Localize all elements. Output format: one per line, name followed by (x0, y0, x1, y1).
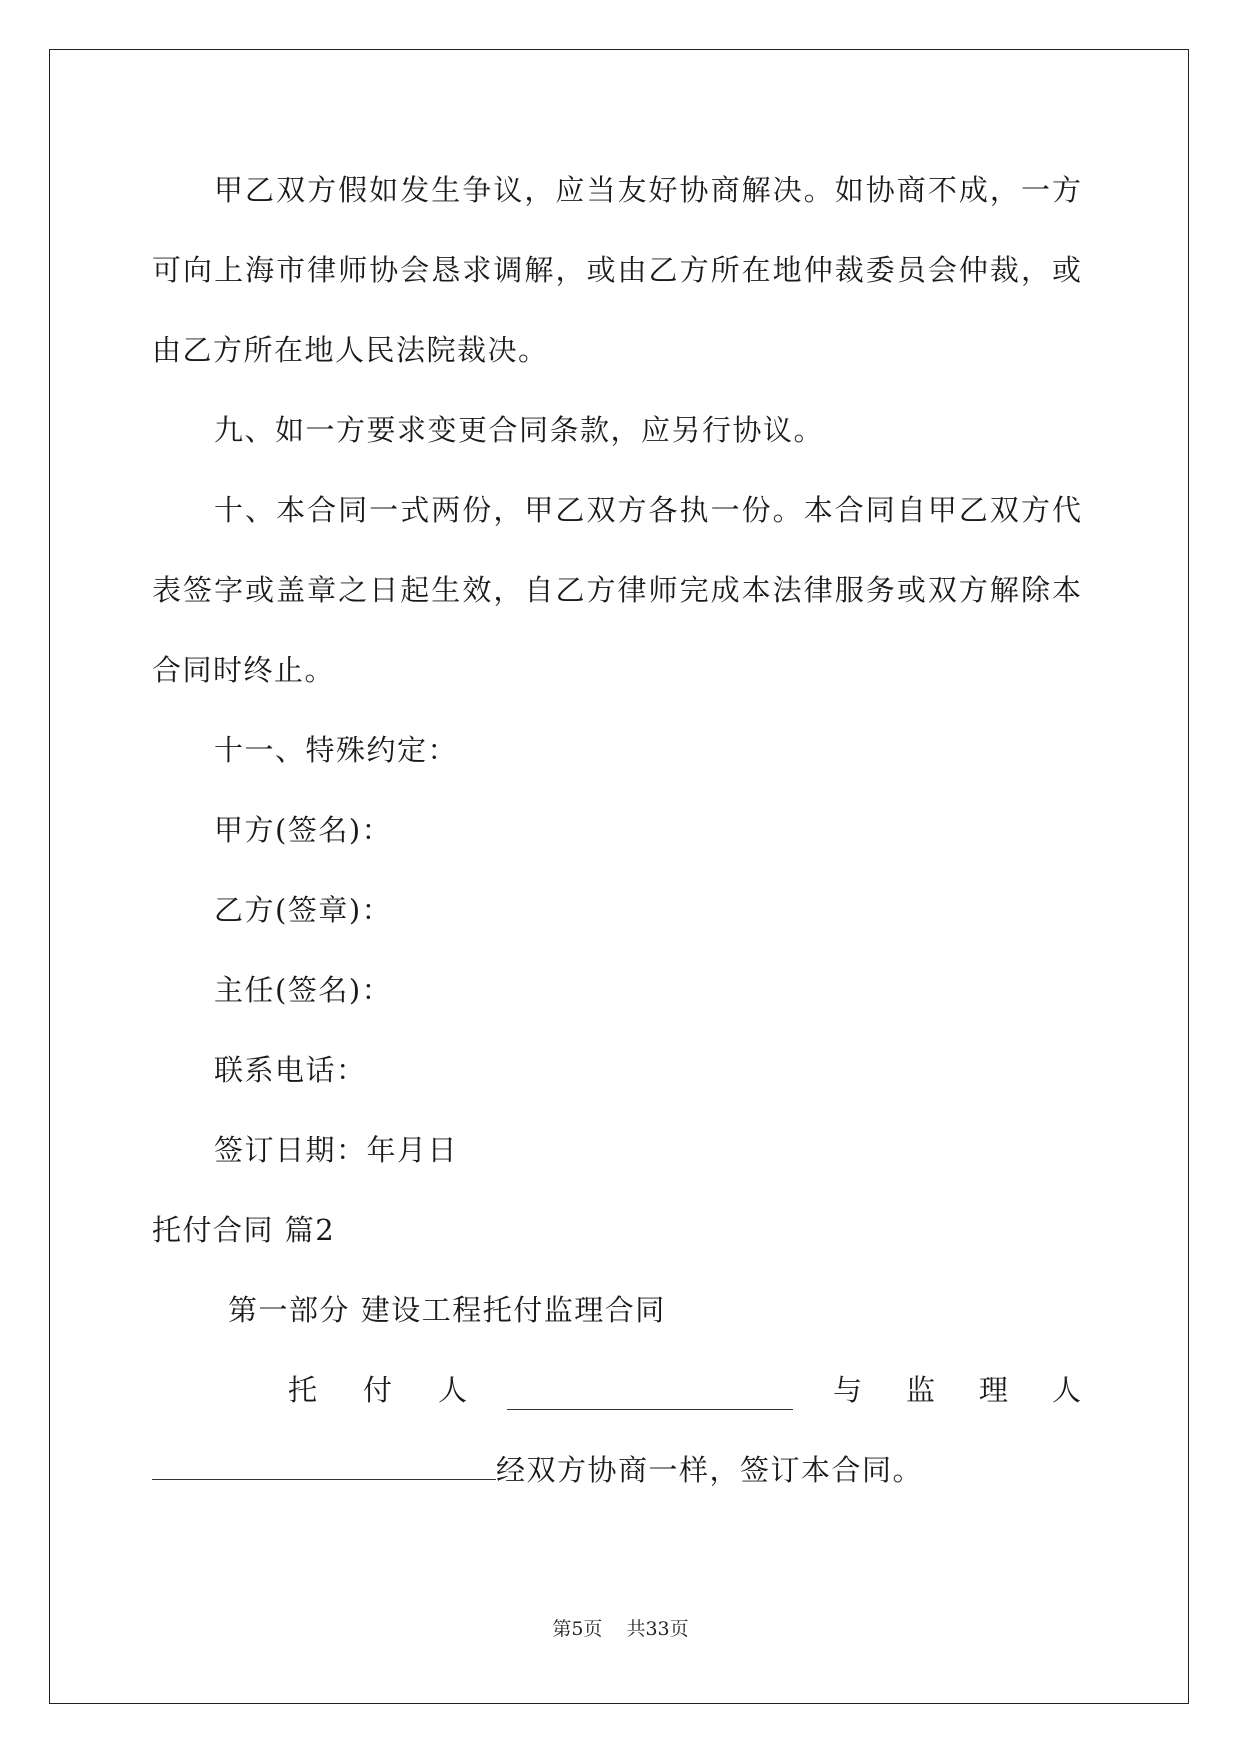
signature-party-b: 乙方(签章)： (214, 893, 393, 927)
party-line (152, 1370, 1081, 1410)
paragraph-line: 十、本合同一式两份，甲乙双方各执一份。本合同自甲乙双方代 (214, 493, 1081, 527)
party-char: 人 (438, 1373, 468, 1407)
closing-line (152, 1450, 923, 1490)
paragraph-line: 甲乙双方假如发生争议，应当友好协商解决。如协商不成，一方 (214, 173, 1081, 207)
paragraph-line: 表签字或盖章之日起生效，自乙方律师完成本法律服务或双方解除本 (152, 573, 1081, 607)
party-char: 托 (288, 1373, 318, 1407)
paragraph-line: 合同时终止。 (152, 653, 336, 687)
page-total: 共33页 (626, 1618, 689, 1640)
party-char: 监 (905, 1373, 935, 1407)
part-title: 第一部分 建设工程托付监理合同 (228, 1293, 666, 1327)
party-char: 理 (978, 1373, 1008, 1407)
section-title: 托付合同 篇2 (152, 1213, 336, 1247)
signature-party-a: 甲方(签名)： (214, 813, 393, 847)
signing-date: 签订日期：年月日 (214, 1133, 459, 1167)
clause-eleven: 十一、特殊约定： (214, 733, 459, 767)
contact-phone: 联系电话： (214, 1053, 367, 1087)
clause-nine: 九、如一方要求变更合同条款，应另行协议。 (214, 413, 825, 447)
page-footer (0, 1614, 1241, 1641)
closing-text: 经双方协商一样，签订本合同。 (496, 1453, 924, 1487)
party-char: 与 (832, 1373, 862, 1407)
paragraph-line: 由乙方所在地人民法院裁决。 (152, 333, 549, 367)
signature-director: 主任(签名)： (214, 973, 393, 1007)
paragraph-line: 可向上海市律师协会恳求调解，或由乙方所在地仲裁委员会仲裁，或 (152, 253, 1081, 287)
page-number: 第5页 (552, 1618, 603, 1640)
supervisor-name-blank[interactable] (152, 1451, 496, 1480)
party-char: 人 (1051, 1373, 1081, 1407)
client-name-blank[interactable] (507, 1381, 793, 1410)
party-char: 付 (363, 1373, 393, 1407)
